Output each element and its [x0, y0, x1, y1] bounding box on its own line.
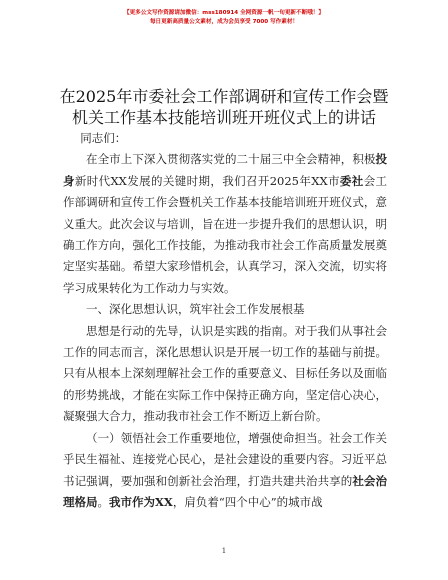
document-title — [30, 86, 418, 128]
para1-text-c: 新时代XX发展的关键时期，我们召开2025年XX市 — [74, 173, 340, 188]
para1-text-d: 会工作部调研和宣传工作会暨机关工作基本技能培训班开班仪式，意义重大。此次会议与培训，旨在进一步提升我们的思想认识，明确工作方向，强化工作技能，为推动我市社会工作高质量发展奠定坚实基础。希望大家珍惜机会，认真学习，深入交流，切实将学习成果转化为工作动力与实效。 — [63, 173, 387, 295]
paragraph-subsection-1 — [63, 428, 387, 514]
para3-bold-a: 社会治理格局 — [63, 473, 388, 509]
paragraph-section-1: 思想是行动的先导，认识是实践的指南。对于我们从事社会工作的同志而言，深化思想认识是开展一切工作的基础与前提。只有从根本上深刻理解社会工作的重要意义、目标任务以及面临的形势挑战，才能在实际工作中保持正确方向，坚定信心决心，凝聚强大合力，推动我市社会工作不断迈上新台阶。 — [63, 323, 387, 424]
salutation: 同志们： — [80, 131, 127, 145]
promo-line-1: 【更多公文写作资源请加微信：mss180914 全网资源一帆一旬更新不断哦！】 — [123, 10, 324, 16]
document-body — [63, 128, 387, 513]
para3-text-d: ，肩负着“四个中心”的城市战 — [172, 494, 323, 509]
promo-line-2: 每日更新高质量公文素材，成为会员享受 7000 写作素材！ — [149, 19, 299, 25]
section-heading-1: 一、深化思想认识，筑牢社会工作发展根基 — [86, 302, 305, 317]
page-number: 1 — [221, 547, 227, 555]
para1-bold-a: 投身 — [63, 152, 387, 188]
para3-bold-b: 我市作为XX — [109, 494, 173, 509]
para1-bold-b: 委社 — [339, 173, 364, 188]
para3-text-a: （一）领悟社会工作重要地位，增强使命担当。社会工作关乎民生福祉、连接党心民心，是社会建设的重要内容。习近平总书记强调，要加强和创新社会治理，打造共建共治共享的 — [63, 430, 387, 488]
para1-text-a: 在全市上下深入贯彻落实党的二十届三中全会精神，积极 — [86, 152, 376, 167]
para3-text-c: 。 — [97, 494, 109, 509]
paragraph-intro — [63, 149, 387, 299]
title-line-1: 在2025年市委社会工作部调研和宣传工作会暨 — [59, 87, 389, 106]
promo-banner — [0, 9, 448, 27]
title-line-2: 机关工作基本技能培训班开班仪式上的讲话 — [71, 108, 376, 127]
